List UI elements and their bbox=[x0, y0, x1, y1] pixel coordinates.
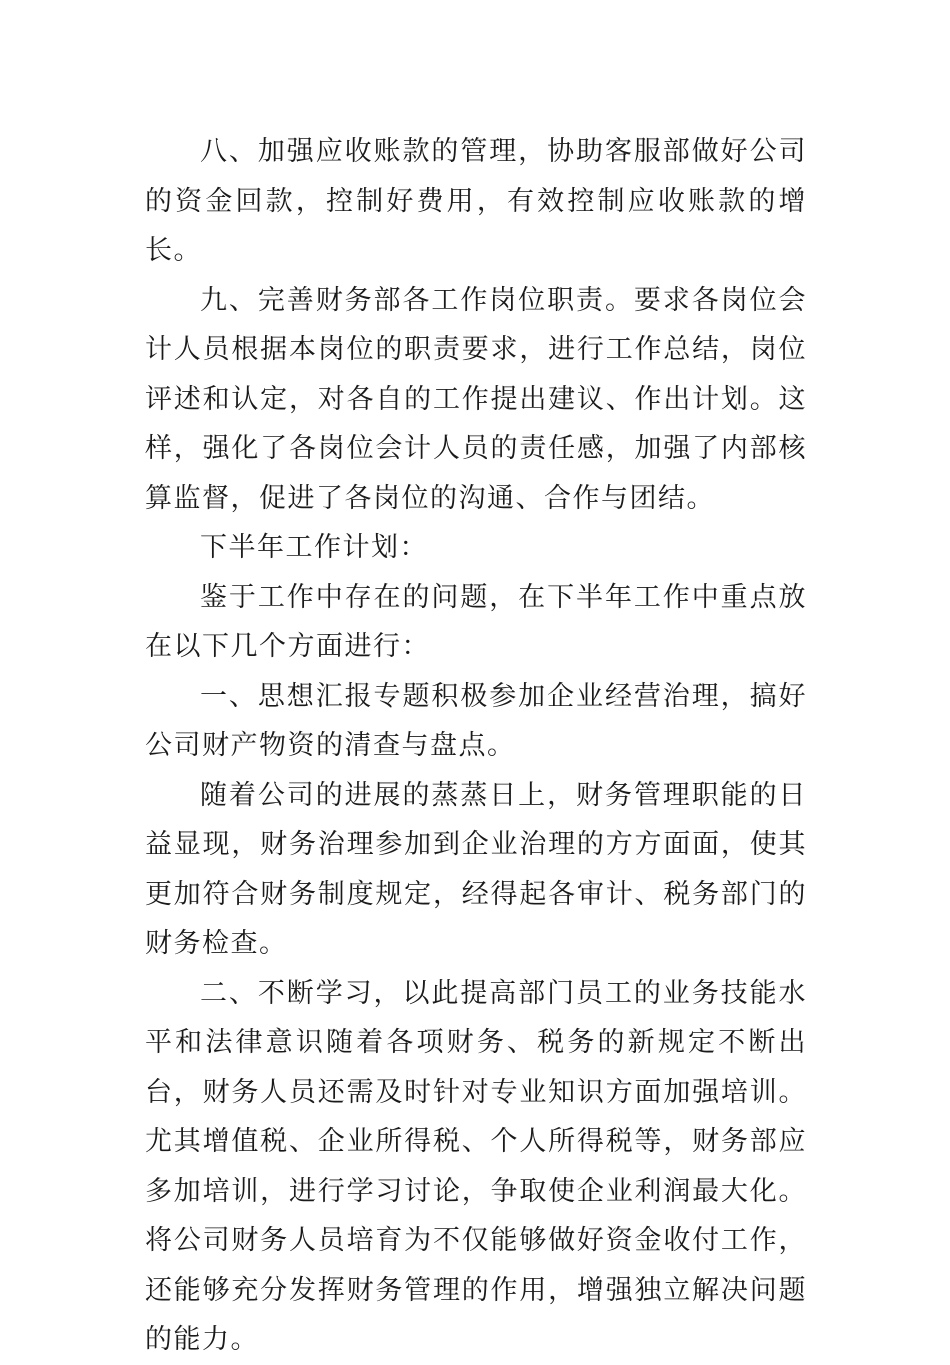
paragraph-item-8: 八、加强应收账款的管理，协助客服部做好公司的资金回款，控制好费用，有效控制应收账款的增长。 bbox=[145, 136, 807, 266]
document-body bbox=[145, 127, 807, 1365]
paragraph-plan-item-1-detail: 随着公司的进展的蒸蒸日上，财务管理职能的日益显现，财务治理参加到企业治理的方方面面，使其更加符合财务制度规定，经得起各审计、税务部门的财务检查。 bbox=[145, 779, 807, 959]
paragraph-plan-item-1: 一、思想汇报专题积极参加企业经营治理，搞好公司财产物资的清查与盘点。 bbox=[145, 680, 807, 761]
paragraph-item-9: 九、完善财务部各工作岗位职责。要求各岗位会计人员根据本岗位的职责要求，进行工作总结，岗位评述和认定，对各自的工作提出建议、作出计划。这样，强化了各岗位会计人员的责任感，加强了内部核算监督，促进了各岗位的沟通、合作与团结。 bbox=[145, 284, 807, 514]
section-heading-plan: 下半年工作计划： bbox=[200, 532, 428, 563]
paragraph-plan-intro: 鉴于工作中存在的问题，在下半年工作中重点放在以下几个方面进行： bbox=[145, 581, 807, 662]
paragraph-plan-item-2: 二、不断学习，以此提高部门员工的业务技能水平和法律意识随着各项财务、税务的新规定不断出台，财务人员还需及时针对专业知识方面加强培训。尤其增值税、企业所得税、个人所得税等，财务部应多加培训，进行学习讨论，争取使企业利润最大化。将公司财务人员培育为不仅能够做好资金收付工作，还能够充分发挥财务管理的作用，增强独立解决问题的能力。 bbox=[145, 977, 807, 1355]
